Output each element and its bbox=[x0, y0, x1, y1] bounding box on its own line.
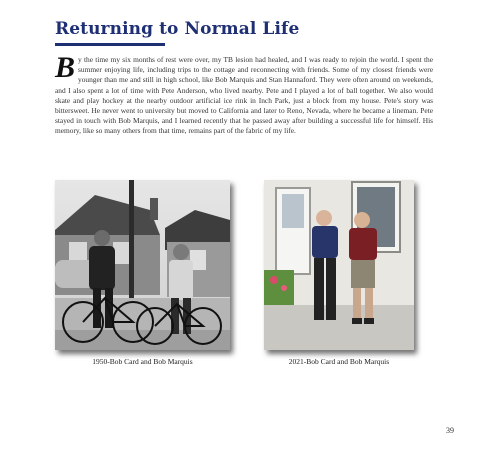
page-number: 39 bbox=[446, 426, 454, 435]
title-underline bbox=[55, 43, 165, 46]
page-title: Returning to Normal Life bbox=[55, 19, 300, 39]
body-paragraph bbox=[55, 51, 433, 137]
drop-cap: B bbox=[55, 51, 76, 84]
photo-1950 bbox=[55, 180, 230, 350]
photo-2021-caption: 2021-Bob Card and Bob Marquis bbox=[288, 357, 390, 366]
photo-1950-caption: 1950-Bob Card and Bob Marquis bbox=[92, 357, 193, 366]
photo-2021 bbox=[264, 180, 414, 350]
paragraph-text: y the time my six months of rest were over, my TB lesion had healed, and I was ready to rejoin the world. I spent the summer enjoying life, including trips to the cottage and reconnecting with friends. Some of my closest friends were younger than me and still in high school, like Bob Marquis and Stan Hannaford. They were often around on weekends, and I also spent a lot of time with Pete Anderson, who lived nearby. Pete and I played a lot of ball together. We also would skate and play hockey at the nearby outdoor artificial ice rink in Inch Park, just a block from my house. Pete's story was bittersweet. He never went to university but moved to California and later to Reno, Nevada, where he became a lineman. Pete stayed in touch with Bob Marquis, and I learned recently that he passed away after building a successful life for himself. His memory, like so many others from that time, remains part of the fabric of my life. bbox=[55, 55, 433, 136]
